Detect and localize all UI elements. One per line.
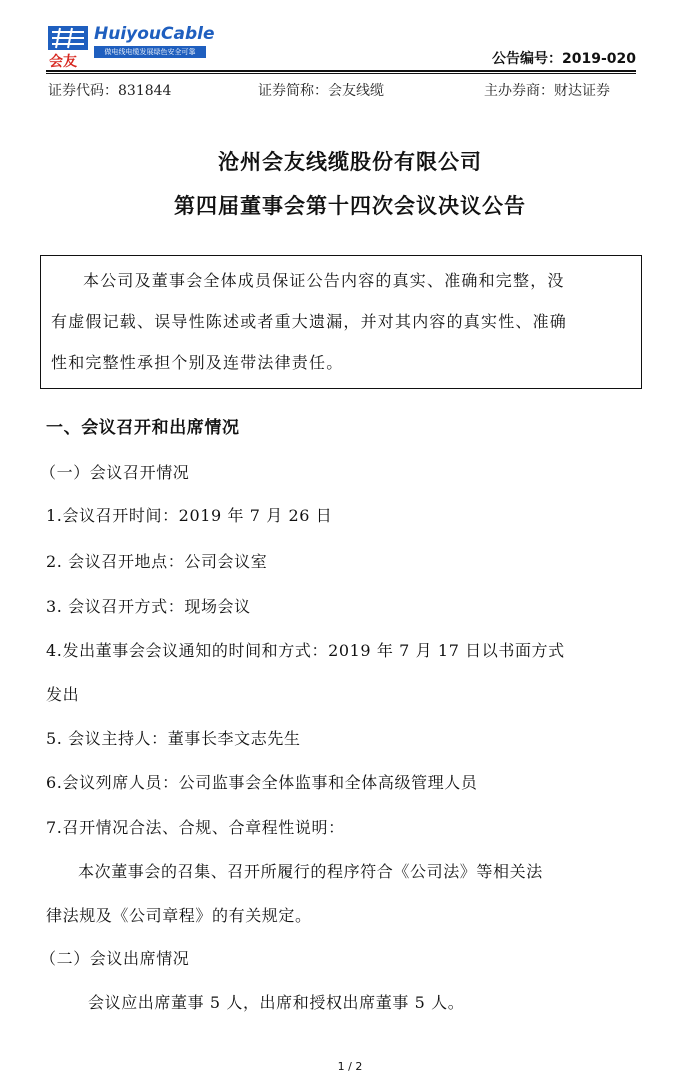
logo-brand-text: HuiyouCable [94, 24, 215, 44]
paragraph-line: 本次董事会的召集、召开所履行的程序符合《公司法》等相关法 [78, 862, 543, 881]
security-short-name: 证券简称：会友线缆 [258, 83, 384, 99]
list-item-continuation: 发出 [46, 685, 80, 704]
list-item: 4.发出董事会会议通知的时间和方式：2019 年 7 月 17 日以书面方式 [46, 641, 565, 660]
sponsor-broker: 主办券商：财达证券 [484, 83, 610, 99]
subsection-heading-2: （二）会议出席情况 [40, 949, 190, 968]
subsection-heading-1: （一）会议召开情况 [40, 463, 190, 482]
disclaimer-line-1: 本公司及董事会全体成员保证公告内容的真实、准确和完整，没 [83, 271, 565, 290]
disclaimer-line-3: 性和完整性承担个别及连带法律责任。 [51, 353, 344, 372]
list-item: 2. 会议召开地点：公司会议室 [46, 552, 268, 571]
logo-chinese-text: 会友 [49, 54, 77, 70]
disclaimer-box [40, 255, 642, 389]
list-item: 6.会议列席人员：公司监事会全体监事和全体高级管理人员 [46, 773, 478, 792]
list-item: 5. 会议主持人：董事长李文志先生 [46, 729, 301, 748]
logo-slogan: 做电线电缆发展绿色安全可靠 [94, 46, 206, 58]
page-header [46, 22, 636, 70]
security-code: 证券代码：831844 [48, 83, 172, 99]
header-rule-thin [46, 73, 636, 74]
disclaimer-line-2: 有虚假记载、误导性陈述或者重大遗漏，并对其内容的真实性、准确 [51, 312, 568, 331]
company-title: 沧州会友线缆股份有限公司 [218, 150, 482, 174]
header-rule-thick [46, 70, 636, 72]
section-heading: 一、会议召开和出席情况 [46, 418, 240, 438]
page-number: 1 / 2 [337, 1060, 363, 1073]
list-item: 1.会议召开时间：2019 年 7 月 26 日 [46, 506, 333, 525]
paragraph-line: 律法规及《公司章程》的有关规定。 [46, 906, 312, 925]
announcement-title: 第四届董事会第十四次会议决议公告 [174, 194, 526, 218]
list-item: 7.召开情况合法、合规、合章程性说明： [46, 818, 345, 837]
announcement-number: 公告编号：2019-020 [492, 51, 636, 67]
attendance-text: 会议应出席董事 5 人，出席和授权出席董事 5 人。 [88, 993, 465, 1012]
list-item: 3. 会议召开方式：现场会议 [46, 597, 251, 616]
company-logo [46, 24, 215, 70]
